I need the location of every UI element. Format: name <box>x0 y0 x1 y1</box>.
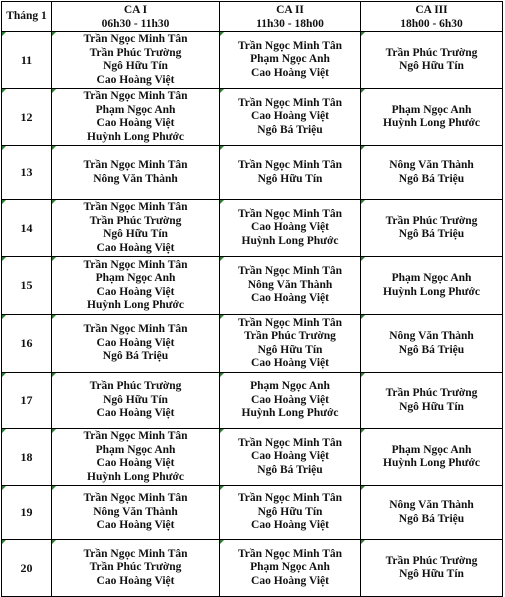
staff-name: Trần Ngọc Minh Tân <box>83 323 188 336</box>
cell-corner-marker <box>220 540 224 544</box>
staff-name: Phạm Ngọc Anh <box>250 561 330 574</box>
staff-name: Trần Ngọc Minh Tân <box>237 159 343 171</box>
day-cell <box>2 146 52 200</box>
staff-cell-ca2 <box>220 486 361 540</box>
staff-name: Cao Hoàng Việt <box>96 117 175 129</box>
cell-corner-marker <box>52 373 56 377</box>
table-row <box>2 200 503 257</box>
staff-name: Trần Ngọc Minh Tân <box>237 96 343 109</box>
staff-cell-ca1 <box>52 146 220 200</box>
cell-corner-marker <box>52 89 56 93</box>
staff-name: Trần Ngọc Minh Tân <box>83 33 188 45</box>
cell-corner-marker <box>361 429 365 433</box>
cell-corner-marker <box>52 257 56 261</box>
staff-name: Phạm Ngọc Anh <box>250 380 330 393</box>
day-cell <box>2 315 52 373</box>
cell-corner-marker <box>2 540 6 544</box>
staff-name: Cao Hoàng Việt <box>96 457 175 469</box>
cell-corner-marker <box>361 486 365 490</box>
day-number: 20 <box>20 560 33 575</box>
day-number: 18 <box>20 449 33 464</box>
staff-name: Nông Văn Thành <box>389 499 474 511</box>
cell-corner-marker <box>361 540 365 544</box>
table-row <box>2 373 503 429</box>
staff-name: Ngô Bá Triệu <box>257 463 323 476</box>
day-cell <box>2 373 52 429</box>
cell-corner-marker <box>52 146 56 150</box>
cell-corner-marker <box>220 429 224 433</box>
staff-name: Cao Hoàng Việt <box>96 73 175 86</box>
staff-name: Cao Hoàng Việt <box>251 519 329 532</box>
staff-cell-ca2 <box>220 257 361 315</box>
staff-name: Cao Hoàng Việt <box>96 574 175 587</box>
shift-schedule-table <box>1 1 503 597</box>
staff-name: Trần Phúc Trường <box>385 214 478 227</box>
staff-cell-ca2 <box>220 373 361 429</box>
shift-header-ca1 <box>52 2 220 32</box>
staff-name: Nông Văn Thành <box>93 505 178 518</box>
day-number: 17 <box>20 393 33 407</box>
staff-cell-ca2 <box>220 146 361 200</box>
staff-name: Trần Phúc Trường <box>244 330 336 342</box>
staff-name: Ngô Bá Triệu <box>398 228 465 240</box>
staff-name: Trần Phúc Trường <box>89 214 182 227</box>
staff-name: Phạm Ngọc Anh <box>391 272 472 284</box>
staff-name: Huỳnh Long Phước <box>87 130 184 143</box>
staff-name: Ngô Hữu Tín <box>103 228 168 240</box>
day-cell <box>2 200 52 257</box>
staff-name: Trần Ngọc Minh Tân <box>237 547 343 560</box>
staff-cell-ca1 <box>52 429 220 486</box>
cell-corner-marker <box>52 32 56 36</box>
table-row <box>2 486 503 540</box>
staff-name: Nông Văn Thành <box>389 159 474 171</box>
staff-name: Trần Ngọc Minh Tân <box>83 258 188 271</box>
staff-name: Nông Văn Thành <box>389 330 474 342</box>
table-row <box>2 257 503 315</box>
cell-corner-marker <box>361 200 365 204</box>
staff-name: Ngô Bá Triệu <box>398 172 465 185</box>
cell-corner-marker <box>52 540 56 544</box>
staff-name: Ngô Hữu Tín <box>257 343 323 356</box>
table-row <box>2 89 503 146</box>
day-number: 19 <box>20 505 33 519</box>
day-number: 11 <box>20 52 33 67</box>
header-row <box>2 2 503 32</box>
cell-corner-marker <box>220 257 224 261</box>
staff-cell-ca2 <box>220 200 361 257</box>
staff-name: Huỳnh Long Phước <box>87 470 184 483</box>
staff-name: Huỳnh Long Phước <box>383 117 480 129</box>
staff-cell-ca1 <box>52 486 220 540</box>
cell-corner-marker <box>220 373 224 377</box>
staff-cell-ca1 <box>52 32 220 89</box>
staff-name: Trần Ngọc Minh Tân <box>83 547 188 560</box>
staff-cell-ca1 <box>52 89 220 146</box>
staff-name: Trần Ngọc Minh Tân <box>237 207 343 220</box>
cell-corner-marker <box>220 89 224 93</box>
staff-cell-ca3 <box>361 32 503 89</box>
cell-corner-marker <box>220 32 224 36</box>
staff-name: Cao Hoàng Việt <box>251 574 329 587</box>
day-cell <box>2 32 52 89</box>
staff-name: Cao Hoàng Việt <box>251 66 329 79</box>
staff-name: Cao Hoàng Việt <box>251 357 329 369</box>
shift-time: 06h30 - 11h30 <box>101 17 170 30</box>
staff-name: Cao Hoàng Việt <box>251 450 329 463</box>
day-number: 13 <box>20 165 33 179</box>
cell-corner-marker <box>2 89 6 93</box>
schedule-body <box>2 32 503 597</box>
cell-corner-marker <box>361 373 365 377</box>
staff-name: Trần Phúc Trường <box>89 46 182 59</box>
day-cell <box>2 486 52 540</box>
staff-name: Trần Ngọc Minh Tân <box>83 159 188 171</box>
cell-corner-marker <box>220 315 224 319</box>
staff-cell-ca1 <box>52 373 220 429</box>
staff-name: Cao Hoàng Việt <box>96 407 175 420</box>
staff-name: Trần Phúc Trường <box>385 387 478 399</box>
staff-name: Phạm Ngọc Anh <box>95 103 176 116</box>
staff-cell-ca3 <box>361 200 503 257</box>
staff-name: Ngô Hữu Tín <box>103 393 168 406</box>
staff-cell-ca3 <box>361 89 503 146</box>
staff-name: Ngô Hữu Tín <box>399 400 464 413</box>
table-row <box>2 146 503 200</box>
cell-corner-marker <box>52 315 56 319</box>
staff-cell-ca1 <box>52 257 220 315</box>
staff-cell-ca1 <box>52 200 220 257</box>
staff-name: Trần Ngọc Minh Tân <box>83 430 188 442</box>
cell-corner-marker <box>361 32 365 36</box>
staff-name: Trần Phúc Trường <box>385 46 478 59</box>
staff-name: Huỳnh Long Phước <box>87 299 184 311</box>
staff-cell-ca3 <box>361 146 503 200</box>
day-cell <box>2 429 52 486</box>
table-row <box>2 429 503 486</box>
day-cell <box>2 257 52 315</box>
staff-cell-ca3 <box>361 315 503 373</box>
staff-name: Ngô Hữu Tín <box>257 505 323 518</box>
staff-cell-ca2 <box>220 429 361 486</box>
staff-name: Huỳnh Long Phước <box>383 457 480 469</box>
month-header: Tháng 1 <box>2 2 52 32</box>
staff-name: Trần Phúc Trường <box>89 561 182 574</box>
staff-name: Trần Ngọc Minh Tân <box>237 436 343 449</box>
staff-name: Ngô Hữu Tín <box>103 60 168 72</box>
staff-name: Nông Văn Thành <box>93 172 178 185</box>
cell-corner-marker <box>2 146 6 150</box>
staff-name: Trần Ngọc Minh Tân <box>237 492 343 505</box>
cell-corner-marker <box>52 486 56 490</box>
table-row <box>2 315 503 373</box>
staff-cell-ca1 <box>52 315 220 373</box>
cell-corner-marker <box>52 429 56 433</box>
staff-name: Huỳnh Long Phước <box>241 407 339 420</box>
day-number: 12 <box>20 109 33 124</box>
staff-name: Trần Ngọc Minh Tân <box>83 492 188 505</box>
cell-corner-marker <box>361 315 365 319</box>
cell-corner-marker <box>220 146 224 150</box>
staff-name: Ngô Bá Triệu <box>257 123 323 136</box>
staff-name: Phạm Ngọc Anh <box>391 443 472 456</box>
staff-name: Phạm Ngọc Anh <box>391 103 472 116</box>
staff-name: Phạm Ngọc Anh <box>95 443 176 456</box>
shift-name: CA III <box>415 3 448 16</box>
staff-name: Ngô Bá Triệu <box>102 350 169 363</box>
cell-corner-marker <box>2 429 6 433</box>
shift-name: CA I <box>123 3 148 16</box>
staff-name: Ngô Hữu Tín <box>257 172 323 185</box>
staff-name: Trần Ngọc Minh Tân <box>83 90 188 102</box>
cell-corner-marker <box>52 200 56 204</box>
cell-corner-marker <box>2 257 6 261</box>
staff-cell-ca3 <box>361 486 503 540</box>
staff-cell-ca3 <box>361 257 503 315</box>
staff-name: Ngô Hữu Tín <box>399 60 464 72</box>
staff-name: Cao Hoàng Việt <box>251 110 329 123</box>
staff-name: Trần Phúc Trường <box>89 380 182 393</box>
day-number: 15 <box>20 278 33 292</box>
staff-name: Cao Hoàng Việt <box>251 393 329 406</box>
staff-name: Cao Hoàng Việt <box>96 336 175 349</box>
staff-name: Cao Hoàng Việt <box>251 221 329 234</box>
staff-name: Huỳnh Long Phước <box>383 285 480 298</box>
staff-name: Phạm Ngọc Anh <box>95 272 176 284</box>
staff-name: Trần Ngọc Minh Tân <box>83 201 188 213</box>
staff-name: Cao Hoàng Việt <box>251 292 329 305</box>
staff-name: Trần Phúc Trường <box>385 554 478 567</box>
cell-corner-marker <box>361 89 365 93</box>
staff-cell-ca2 <box>220 89 361 146</box>
staff-name: Ngô Bá Triệu <box>398 343 465 356</box>
day-cell <box>2 89 52 146</box>
staff-name: Cao Hoàng Việt <box>96 241 175 254</box>
cell-corner-marker <box>2 315 6 319</box>
staff-name: Cao Hoàng Việt <box>96 519 175 532</box>
shift-header-ca2 <box>220 2 361 32</box>
cell-corner-marker <box>2 486 6 490</box>
shift-time: 11h30 - 18h00 <box>256 17 324 30</box>
table-row <box>2 32 503 89</box>
cell-corner-marker <box>361 257 365 261</box>
cell-corner-marker <box>220 486 224 490</box>
staff-cell-ca2 <box>220 32 361 89</box>
day-number: 16 <box>20 336 33 350</box>
staff-name: Trần Ngọc Minh Tân <box>237 265 343 278</box>
cell-corner-marker <box>2 373 6 377</box>
shift-time: 18h00 - 6h30 <box>400 17 463 30</box>
staff-cell-ca3 <box>361 373 503 429</box>
cell-corner-marker <box>2 32 6 36</box>
staff-name: Cao Hoàng Việt <box>96 285 175 298</box>
staff-name: Nông Văn Thành <box>247 278 333 291</box>
shift-name: CA II <box>276 3 304 16</box>
staff-name: Ngô Bá Triệu <box>398 512 465 525</box>
staff-name: Trần Ngọc Minh Tân <box>237 39 343 52</box>
staff-name: Phạm Ngọc Anh <box>250 53 330 66</box>
cell-corner-marker <box>361 146 365 150</box>
staff-cell-ca3 <box>361 429 503 486</box>
staff-name: Ngô Hữu Tín <box>399 568 464 580</box>
shift-header-ca3 <box>361 2 503 32</box>
staff-name: Huỳnh Long Phước <box>241 234 339 247</box>
staff-name: Trần Ngọc Minh Tân <box>237 316 343 329</box>
cell-corner-marker <box>220 200 224 204</box>
staff-cell-ca2 <box>220 315 361 373</box>
day-number: 14 <box>20 220 33 235</box>
cell-corner-marker <box>2 200 6 204</box>
